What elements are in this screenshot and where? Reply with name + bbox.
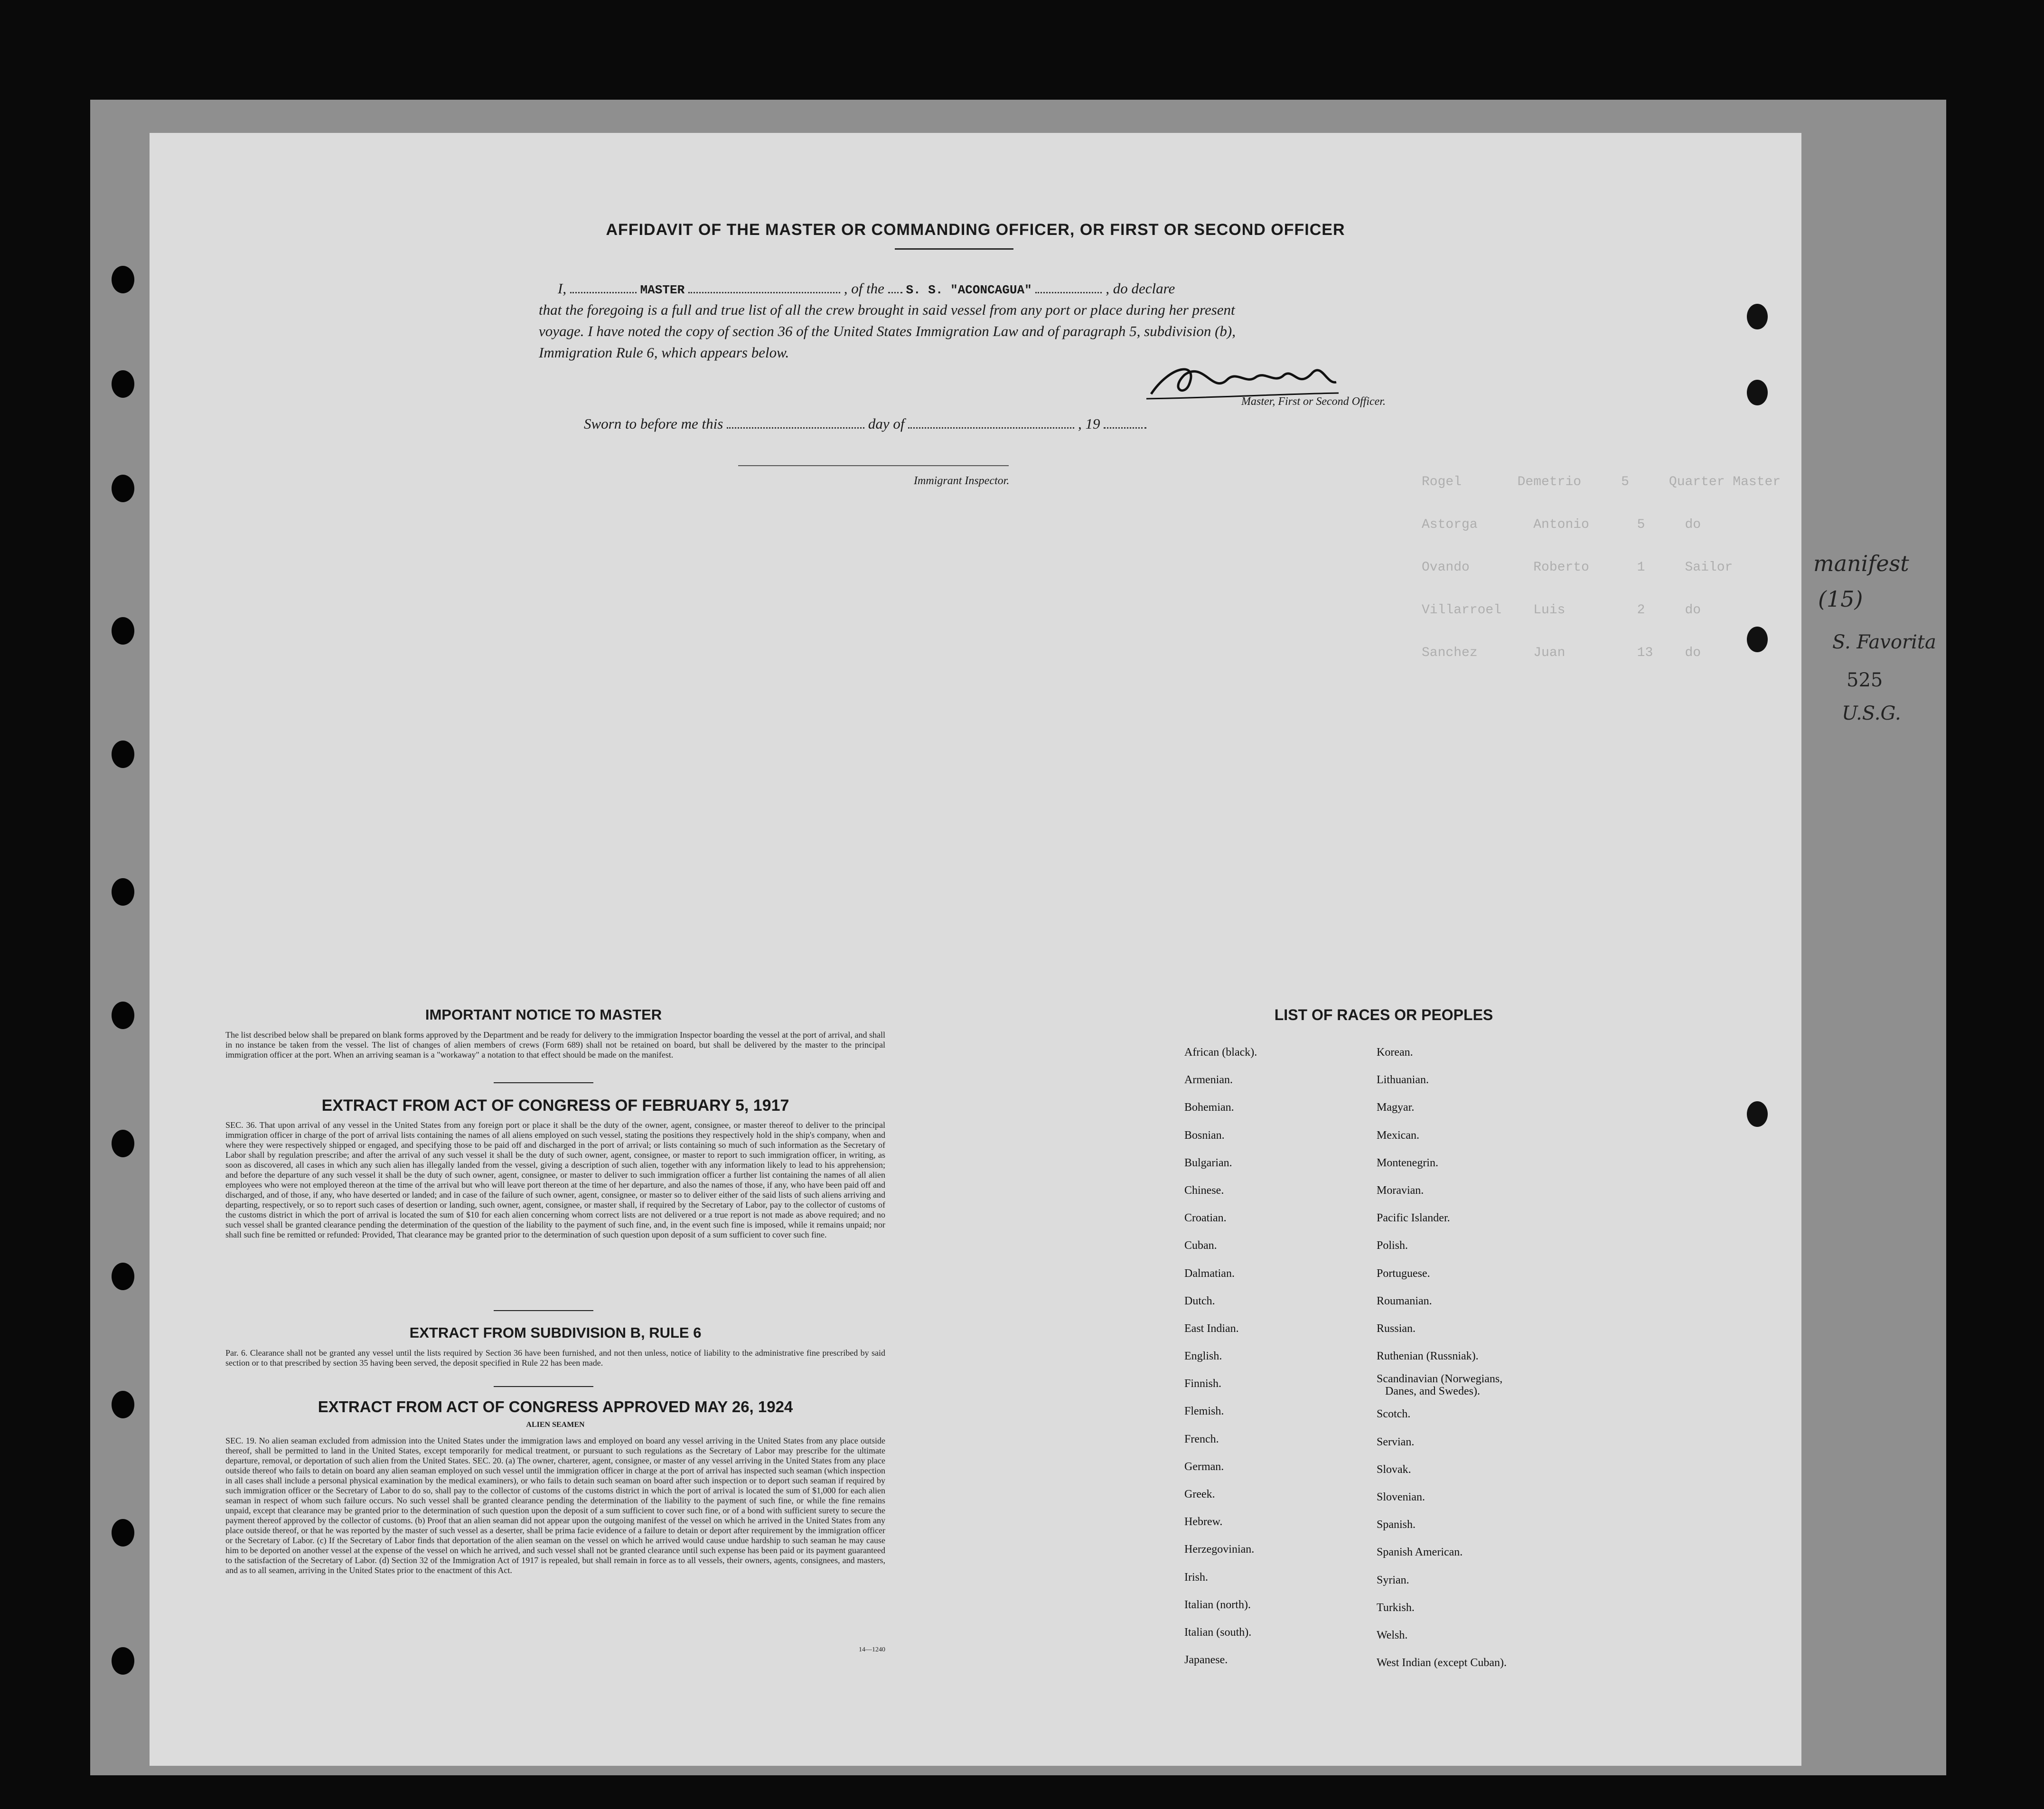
race-item: Pacific Islander. — [1377, 1212, 1450, 1225]
binder-hole — [112, 370, 134, 398]
margin-note: S. Favorita — [1832, 631, 1936, 653]
race-item: Irish. — [1184, 1571, 1208, 1584]
race-item: Chinese. — [1184, 1184, 1224, 1197]
race-item: East Indian. — [1184, 1322, 1239, 1335]
race-item: Greek. — [1184, 1488, 1215, 1500]
alien-seamen-subtitle: ALIEN SEAMEN — [526, 1421, 585, 1429]
binder-hole — [1747, 304, 1768, 329]
inspector-signature-line — [738, 465, 1009, 466]
blank-line — [1035, 282, 1102, 293]
race-item: French. — [1184, 1433, 1219, 1445]
race-item: Slovak. — [1377, 1463, 1411, 1476]
race-item: Bohemian. — [1184, 1101, 1234, 1114]
binder-hole — [112, 878, 134, 906]
binder-hole — [112, 1647, 134, 1675]
blank-line — [727, 418, 864, 429]
races-title: LIST OF RACES OR PEOPLES — [1274, 1006, 1493, 1023]
show-through-text: Sanchez Juan 13 do — [1422, 646, 1701, 660]
race-item: Dutch. — [1184, 1294, 1215, 1307]
binder-hole — [112, 1391, 134, 1418]
vessel-name: S. S. "ACONCAGUA" — [906, 283, 1032, 297]
race-item: West Indian (except Cuban). — [1377, 1657, 1507, 1669]
binder-hole — [112, 1002, 134, 1029]
binder-hole — [112, 1263, 134, 1290]
race-item: Magyar. — [1377, 1101, 1415, 1114]
blank-line — [1104, 418, 1146, 429]
sworn-label: Sworn to before me this — [584, 415, 723, 432]
race-item: Montenegrin. — [1377, 1156, 1438, 1169]
race-item: Cuban. — [1184, 1239, 1217, 1252]
race-item: Mexican. — [1377, 1129, 1419, 1142]
race-item: Spanish. — [1377, 1518, 1416, 1531]
binder-hole — [112, 617, 134, 645]
divider — [494, 1082, 593, 1083]
race-item: Japanese. — [1184, 1654, 1228, 1667]
race-item: Syrian. — [1377, 1574, 1409, 1586]
race-item — [1377, 1370, 1507, 1400]
race-item: Portuguese. — [1377, 1267, 1430, 1280]
affidavit-title: AFFIDAVIT OF THE MASTER OR COMMANDING OFFICER, OR FIRST OR SECOND OFFICER — [606, 221, 1345, 239]
notice-title: IMPORTANT NOTICE TO MASTER — [425, 1006, 662, 1023]
of-the-label: , of the — [844, 280, 884, 297]
title-underline — [895, 248, 1013, 250]
do-declare-label: , do declare — [1106, 280, 1175, 297]
race-item: Moravian. — [1377, 1184, 1424, 1197]
affidavit-line-3: voyage. I have noted the copy of section 36 of the United States Immigration Law and of paragraph 5, subdivision (b), — [539, 323, 1236, 339]
margin-note: (15) — [1818, 586, 1863, 612]
officer-title: MASTER — [640, 283, 685, 297]
extract-rule6-text: Par. 6. Clearance shall not be granted any vessel until the lists required by Section 36 have been furnished, and not then unless, notice of liability to the administrative fine prescribed by said section or to that prescribed by section 35 having been served, the deposit specified in Rule 22 has been made. — [225, 1348, 885, 1368]
binder-hole — [112, 266, 134, 293]
year-label: , 19 — [1078, 415, 1100, 432]
affidavit-line-2: that the foregoing is a full and true list of all the crew brought in said vessel from any port or place during her present — [539, 301, 1235, 318]
race-item: German. — [1184, 1460, 1224, 1473]
divider — [494, 1386, 593, 1387]
extract-1917-title: EXTRACT FROM ACT OF CONGRESS OF FEBRUARY 5, 1917 — [321, 1097, 789, 1115]
race-item: Lithuanian. — [1377, 1074, 1429, 1087]
blank-line — [908, 418, 1074, 429]
race-item: Armenian. — [1184, 1074, 1233, 1087]
race-item: Italian (north). — [1184, 1598, 1251, 1611]
show-through-text: Villarroel Luis 2 do — [1422, 603, 1701, 618]
race-item: Polish. — [1377, 1239, 1408, 1252]
binder-hole — [1747, 380, 1768, 405]
binder-hole — [112, 740, 134, 768]
margin-number: 525 — [1847, 669, 1883, 691]
extract-1917-text: SEC. 36. That upon arrival of any vessel in the United States from any foreign port or place it shall be the duty of the owner, agent, consignee, or master thereof to deliver to the principal immigration officer in charge of the port of arrival lists containing the names of all aliens employed on such vessel, stating the positions they respectively hold in the ship's company, when and where they were respectively shipped or engaged, and specifying those to be paid off and discharged in the port of arrival; or lists containing so much of such information as the Secretary of Labor shall by regulation prescribe; and after the arrival of any such vessel it shall be the duty of such owner, agent, consignee, or master to report to such immigration officer, in writing, as soon as discovered, all cases in which any such alien has illegally landed from the vessel, giving a description of such alien, together with any information likely to lead to his apprehension; and before the departure of any such vessel it shall be the duty of such owner, agent, consignee, or master to deliver to such immigration officer a further list containing the names of all alien employees who were not employed thereon at the time of the arrival but who will leave port thereon at the time of her departure, and also the names of those, if any, who have been paid off and discharged, and of those, if any, who have deserted or landed; and in case of the failure of such owner, agent, consignee, or master so to deliver either of the said lists of such aliens arriving and departing, respectively, or so to report such cases of desertion or landing, such owner, agent, consignee, or master shall, if required by the Secretary of Labor, pay to the collector of customs of the customs district in which the port of arrival is located the sum of $10 for each alien concerning whom correct lists are not delivered or a true report is not made as above required; and no such vessel shall be granted clearance pending the determination of the question of the liability to the payment of such fine, and, in the event such fine is imposed, while it remains unpaid; nor shall such fine be remitted or refunded: Provided, That clearance may be granted prior to the determination of such question upon deposit of a sum sufficient to cover such fine. — [225, 1120, 885, 1239]
race-item: Roumanian. — [1377, 1294, 1432, 1307]
show-through-text: Ovando Roberto 1 Sailor — [1422, 560, 1733, 575]
margin-note: manifest — [1813, 551, 1909, 576]
race-item-continuation: Danes, and Swedes). — [1385, 1385, 1480, 1398]
race-item: Ruthenian (Russniak). — [1377, 1350, 1479, 1363]
extract-rule6-title: EXTRACT FROM SUBDIVISION B, RULE 6 — [409, 1324, 702, 1341]
race-item: Finnish. — [1184, 1378, 1222, 1390]
divider — [494, 1310, 593, 1311]
binder-hole — [1747, 1101, 1768, 1127]
binder-hole — [112, 1519, 134, 1547]
race-item: Russian. — [1377, 1322, 1416, 1335]
race-item: Bosnian. — [1184, 1129, 1225, 1142]
blank-line — [888, 282, 902, 293]
race-item-line: Scandinavian (Norwegians, — [1377, 1373, 1503, 1386]
race-item: Hebrew. — [1184, 1516, 1223, 1528]
sworn-line — [584, 415, 1146, 432]
race-item: Dalmatian. — [1184, 1267, 1235, 1280]
race-item: Welsh. — [1377, 1629, 1408, 1641]
race-item: Croatian. — [1184, 1212, 1227, 1225]
extract-1924-title: EXTRACT FROM ACT OF CONGRESS APPROVED MAY 26, 1924 — [318, 1398, 793, 1415]
binder-hole — [1747, 627, 1768, 652]
race-item: English. — [1184, 1350, 1222, 1363]
i-label: I, — [558, 280, 567, 297]
extract-1924-text: SEC. 19. No alien seaman excluded from admission into the United States under the immigration laws and employed on board any vessel arriving in the United States from any place outside thereof, shall be permitted to land in the United States, except temporarily for medical treatment, or pursuant to such regulations as the Secretary of Labor may prescribe for the ultimate departure, removal, or deportation of such alien from the United States. SEC. 20. (a) The owner, charterer, agent, consignee, or master of any vessel arriving in the United States from any place outside thereof who fails to detain on board any alien seaman employed on such vessel until the immigration officer in charge at the port of arrival has inspected such seaman (which inspection in all cases shall include a personal physical examination by the medical examiners), or who fails to detain such seaman on board after such inspection or to deport such seaman if required by such immigration officer or the Secretary of Labor to do so, shall pay to the collector of customs of the customs district in which the port of arrival is located the sum of $1,000 for each alien seaman in respect of whom such failure occurs. No such vessel shall be granted clearance pending the determination of the liability to the payment of such fine, or while the fine remains unpaid, except that clearance may be granted prior to the determination of such question upon the deposit of a sum sufficient to cover such fine, or of a bond with sufficient surety to secure the payment thereof approved by the collector of customs. (b) Proof that an alien seaman did not appear upon the outgoing manifest of the vessel on which he arrived in the United States from any place outside thereof, or that he was reported by the master of such vessel as a deserter, shall be prima facie evidence of a failure to detain or deport after requirement by the immigration officer or the Secretary of Labor. (c) If the Secretary of Labor finds that deportation of the alien seaman on the vessel on which he arrived would cause undue hardship to such seaman he may cause him to be deported on another vessel at the expense of the vessel on which he arrived, and such vessel shall not be granted clearance until such expense has been paid or its payment guaranteed to the satisfaction of the Secretary of Labor. (d) Section 32 of the Immigration Act of 1917 is repealed, but shall remain in force as to all vessels, their owners, agents, consignees, and masters, and as to all seamen, arriving in the United States prior to the enactment of this Act. — [225, 1436, 885, 1575]
inspector-label: Immigrant Inspector. — [914, 475, 1010, 487]
race-item: Turkish. — [1377, 1601, 1415, 1614]
blank-line — [688, 282, 840, 293]
races-right-column — [1377, 1039, 1507, 1677]
blank-line — [570, 282, 637, 293]
race-item: Bulgarian. — [1184, 1156, 1232, 1169]
race-item: Slovenian. — [1377, 1491, 1425, 1503]
races-left-column — [1184, 1039, 1257, 1674]
affidavit-line-1 — [558, 280, 1175, 297]
show-through-text: Rogel Demetrio 5 Quarter Master — [1422, 475, 1781, 489]
race-item: Scotch. — [1377, 1408, 1411, 1421]
race-item: African (black). — [1184, 1046, 1257, 1059]
race-item: Servian. — [1377, 1435, 1415, 1448]
race-item: Herzegovinian. — [1184, 1543, 1255, 1556]
race-item: Korean. — [1377, 1046, 1413, 1059]
affidavit-line-4: Immigration Rule 6, which appears below. — [539, 344, 789, 361]
race-item: Italian (south). — [1184, 1626, 1252, 1639]
affidavit-page — [150, 133, 1801, 1766]
signature-caption: Master, First or Second Officer. — [1241, 395, 1386, 408]
binder-hole — [112, 475, 134, 502]
race-item: Spanish American. — [1377, 1546, 1463, 1559]
day-of-label: day of — [868, 415, 905, 432]
race-item: Flemish. — [1184, 1405, 1224, 1418]
binder-hole — [112, 1130, 134, 1157]
form-number: 14—1240 — [859, 1646, 885, 1653]
show-through-text: Astorga Antonio 5 do — [1422, 517, 1701, 532]
notice-text: The list described below shall be prepared on blank forms approved by the Department and be ready for delivery to the immigration Inspector boarding the vessel at the port of arrival, and shall in no instance be taken from the vessel. The list of changes of alien members of crews (Form 689) shall not be retained on board, but shall be delivered by the master to the principal immigration officer at the port. When an arriving seaman is a "workaway" a notation to that effect should be made on the manifest. — [225, 1030, 885, 1059]
margin-note: U.S.G. — [1842, 703, 1901, 724]
